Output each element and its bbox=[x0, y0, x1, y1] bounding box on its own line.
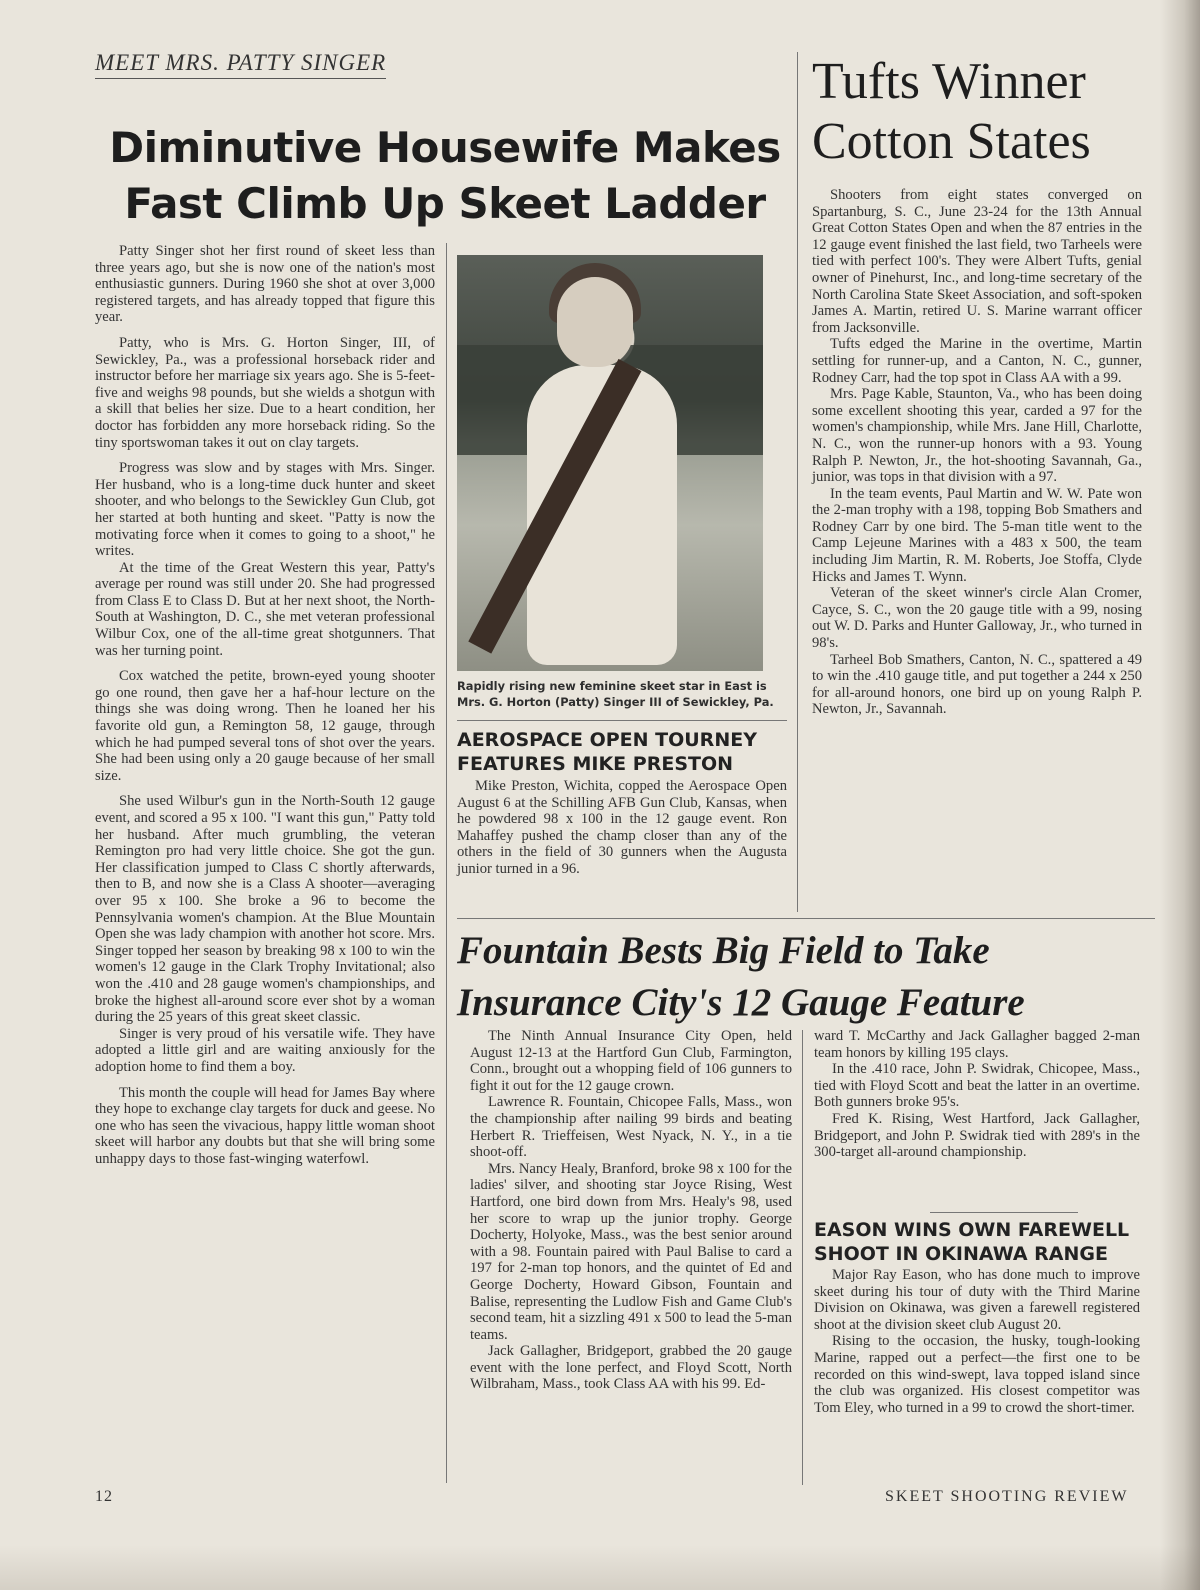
eason-rule bbox=[930, 1212, 1078, 1213]
story-paragraph: Shooters from eight states converged on Spartanburg, S. C., June 23-24 for the 13th Annual Great Cotton States Open and when the 87 entries in the 12 gauge event finished the last field, two Tarheels were tied with perfect 100's. They were Albert Tufts, genial owner of Pinehurst, Inc., and long-time secretary of the North Carolina State Skeet Association, and soft-spoken James A. Martin, retired U. S. Marine warrant officer from Jacksonville. bbox=[812, 187, 1142, 336]
insurance-city-story-col1 bbox=[470, 1028, 792, 1393]
story-paragraph: Progress was slow and by stages with Mrs. Singer. Her husband, who is a long-time duck hunter and skeet shooter, and who belongs to the Sewickley Gun Club, got her started at both hunting and skeet. "Patty is now the motivating force when it comes to going to a shoot," he writes. bbox=[95, 460, 435, 560]
eason-story bbox=[814, 1267, 1140, 1416]
story-paragraph: Mrs. Nancy Healy, Branford, broke 98 x 100 for the ladies' silver, and shooting star Joyce Rising, West Hartford, one bird down from Mrs. Healy's 98, used her score to wrap up the junior trophy. George Docherty, Holyoke, Mass., was the best senior around with a 98. Fountain paired with Paul Balise to card a 197 for 2-man top honors, and the quintet of Ed and George Docherty, Howard Gibson, Fountain and Balise, representing the Ludlow Fish and Game Club's second team, hit a sizzling 491 x 500 to lead the 5-man teams. bbox=[470, 1160, 792, 1343]
story-paragraph: Mike Preston, Wichita, copped the Aerospace Open August 6 at the Schilling AFB Gun Club, Kansas, when he powdered 98 x 100 in the 12 gauge event. Ron Mahaffey pushed the champ closer than any of the others in the field of 30 gunners when the Augusta junior turned in a 96. bbox=[457, 778, 787, 877]
story-paragraph: Fred K. Rising, West Hartford, Jack Gallagher, Bridgeport, and John P. Swidrak tied with 289's in the 300-target all-around championship. bbox=[814, 1110, 1140, 1161]
story-paragraph: Lawrence R. Fountain, Chicopee Falls, Mass., won the championship after nailing 99 birds and beating Herbert R. Trieffeisen, West Nyack, N. Y., in a tie shoot-off. bbox=[470, 1094, 792, 1161]
story-paragraph: Rising to the occasion, the husky, tough-looking Marine, rapped out a perfect—the first one to be recorded on this wind-swept, lava topped island since the club was organized. His closest competitor was Tom Eley, who turned in a 99 to crowd the short-timer. bbox=[814, 1333, 1140, 1416]
story-paragraph: She used Wilbur's gun in the North-South 12 gauge event, and scored a 95 x 100. "I want this gun," Patty told her husband. After much grumbling, the veteran Remington pro had very little choice. She got the gun. Her classification jumped to Class C shortly afterwards, then to B, and now she is a Class A shooter—averaging over 95 x 100. She broke a 96 to become the Pennsylvania women's champion. At the Blue Mountain Open she was lady champion with another hot score. Mrs. Singer topped her season by breaking 98 x 100 to win the women's 12 gauge in the Clark Trophy Invitational; also won the .410 and 28 gauge women's championships, and broke the highest all-around score ever shot by a woman during the 25 years of this great skeet classic. bbox=[95, 793, 435, 1026]
story-paragraph: Tarheel Bob Smathers, Canton, N. C., spattered a 49 to win the .410 gauge title, and put together a 244 x 250 for all-around honors, one bird up on young Ralph P. Newton, Jr., Savannah. bbox=[812, 651, 1142, 718]
story-paragraph: The Ninth Annual Insurance City Open, held August 12-13 at the Hartford Gun Club, Farmington, Conn., brought out a whopping field of 106 gunners to fight it out for the 12 gauge crown. bbox=[470, 1028, 792, 1094]
story-paragraph: Jack Gallagher, Bridgeport, grabbed the 20 gauge event with the lone perfect, and Floyd Scott, North Wilbraham, Mass., took Class AA with his 99. Ed- bbox=[470, 1343, 792, 1393]
publication-name: SKEET SHOOTING REVIEW bbox=[885, 1488, 1129, 1505]
tufts-headline bbox=[812, 52, 1142, 172]
column-divider bbox=[802, 1030, 803, 1485]
eason-headline: EASON WINS OWN FAREWELL SHOOT IN OKINAWA RANGE bbox=[814, 1219, 1130, 1265]
column-divider bbox=[446, 243, 447, 1483]
section-rule bbox=[457, 918, 1155, 919]
aerospace-headline: AEROSPACE OPEN TOURNEY FEATURES MIKE PRESTON bbox=[457, 729, 757, 775]
aerospace-story bbox=[457, 778, 787, 878]
story-paragraph: In the team events, Paul Martin and W. W. Pate won the 2-man trophy with a 198, topping Bob Smathers and Rodney Carr by one bird. The 5-man title went to the Camp Lejeune Marines with a 483 x 500, the team including Jim Martin, R. M. Roberts, Joe Stoffa, Clyde Hicks and James T. Wynn. bbox=[812, 485, 1142, 585]
tufts-story bbox=[812, 187, 1142, 718]
fountain-headline-line2: Insurance City's 12 Gauge Feature bbox=[457, 981, 1025, 1024]
story-paragraph: Patty Singer shot her first round of skeet less than three years ago, but she is now one of the nation's most enthusiastic gunners. During 1960 she shot at over 3,000 registered targets, and has already topped that figure this year. bbox=[95, 243, 435, 326]
story-paragraph: Cox watched the petite, brown-eyed young shooter go one round, then gave her a haf-hour lecture on the things she was doing wrong. Then he loaned her his favorite old gun, a Remington 58, 12 gauge, through which he had pumped several tons of shot over the years. She had been using only a 20 gauge because of her small size. bbox=[95, 668, 435, 784]
photo-caption: Rapidly rising new feminine skeet star in East is Mrs. G. Horton (Patty) Singer III of Sewickley, Pa. bbox=[457, 679, 774, 709]
tufts-headline-line2: Cotton States bbox=[812, 113, 1091, 170]
story-paragraph: Mrs. Page Kable, Staunton, Va., who has been doing some excellent shooting this year, carded a 97 for the women's championship, while Mrs. Jane Hill, Charlotte, N. C., won the runner-up honors with a 93. Young Ralph P. Newton, Jr., the hot-shooting Savannah, Ga., junior, was tops in that division with a 97. bbox=[812, 386, 1142, 486]
story-paragraph: At the time of the Great Western this year, Patty's average per round was still under 20. She had progressed from Class E to Class D. But at her next shoot, the North-South at Washington, D. C., she met veteran professional Wilbur Cox, one of the all-time great shotgunners. That was her turning point. bbox=[95, 559, 435, 659]
story-paragraph: This month the couple will head for James Bay where they hope to exchange clay targets for duck and geese. No one who has seen the vivacious, happy little woman shoot skeet will harbor any doubts but that she will bring some unhappy days to those fast-winging waterfowl. bbox=[95, 1084, 435, 1167]
tufts-headline-line1: Tufts Winner bbox=[812, 53, 1086, 110]
story-paragraph: Tufts edged the Marine in the overtime, Martin settling for runner-up, and a Canton, N. C., gunner, Rodney Carr, had the top spot in Class AA with a 99. bbox=[812, 336, 1142, 386]
story-paragraph: Singer is very proud of his versatile wife. They have adopted a little girl and are waiting anxiously for the adoption home to find them a boy. bbox=[95, 1025, 435, 1075]
story-paragraph: Major Ray Eason, who has done much to improve skeet during his tour of duty with the Third Marine Division on Okinawa, was given a farewell registered shoot at the division skeet club August 20. bbox=[814, 1267, 1140, 1333]
fountain-headline bbox=[457, 925, 1157, 1029]
main-headline: Diminutive Housewife Makes Fast Climb Up Skeet Ladder bbox=[109, 123, 781, 228]
story-paragraph: Patty, who is Mrs. G. Horton Singer, III, of Sewickley, Pa., was a professional horseback rider and instructor before her marriage six years ago. She is 5-feet-five and weighs 98 pounds, but she wields a shotgun with a skill that belies her size. Due to a heart condition, her doctor has forbidden any more horseback riding. So the tiny sportswoman takes it out on clay targets. bbox=[95, 334, 435, 451]
page-bottom-shadow bbox=[0, 1545, 1200, 1590]
column-divider bbox=[797, 52, 798, 912]
story-paragraph: In the .410 race, John P. Swidrak, Chicopee, Mass., tied with Floyd Scott and beat the latter in an overtime. Both gunners broke 95's. bbox=[814, 1061, 1140, 1111]
page-number: 12 bbox=[95, 1488, 113, 1505]
singer-story bbox=[95, 243, 435, 1176]
page-gutter-shadow bbox=[1160, 0, 1200, 1590]
photo-figure-head bbox=[557, 277, 633, 367]
story-paragraph: ward T. McCarthy and Jack Gallagher bagged 2-man team honors by killing 195 clays. bbox=[814, 1028, 1140, 1061]
caption-rule bbox=[457, 720, 787, 721]
fountain-headline-line1: Fountain Bests Big Field to Take bbox=[457, 929, 990, 972]
story-paragraph: Veteran of the skeet winner's circle Alan Cromer, Cayce, S. C., won the 20 gauge title with a 99, nosing out W. D. Parks and Hunter Galloway, Jr., who turned in 98's. bbox=[812, 585, 1142, 652]
patty-singer-photo bbox=[457, 255, 763, 671]
insurance-city-story-col2 bbox=[814, 1028, 1140, 1161]
kicker: MEET MRS. PATTY SINGER bbox=[95, 50, 386, 79]
